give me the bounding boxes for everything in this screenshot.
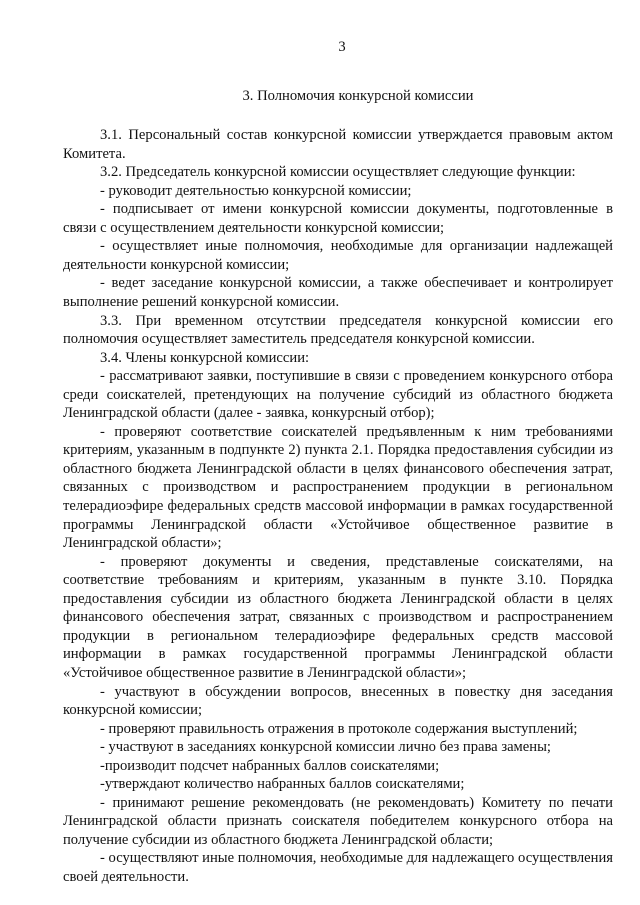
document-page	[63, 38, 613, 887]
list-item: -производит подсчет набранных баллов соискателями;	[100, 757, 440, 774]
list-item: - проверяют документы и сведения, представленые соискателями, на соответствие требованиям и критериям, указанным в пункте 3.10. Порядка предоставления субсидии из областного бюджета Ленинградской области в целях финансового обеспечения затрат, связанных с производством и распространением продукции в региональном телерадиоэфире федеральных средств массовой информации в рамках государственной программы Ленинградской области «Устойчивое общественное развитие в Ленинградской области»;	[63, 553, 613, 681]
list-item: -утверждают количество набранных баллов соискателями;	[100, 776, 465, 793]
list-item: - руководит деятельностью конкурсной комиссии;	[100, 182, 412, 199]
list-item: - проверяют правильность отражения в протоколе содержания выступлений;	[100, 720, 578, 737]
list-item: - принимают решение рекомендовать (не рекомендовать) Комитету по печати Ленинградской области признать соискателя победителем конкурсного отбора на получение субсидии из областного бюджета Ленинградской области;	[63, 794, 613, 848]
list-item: - рассматривают заявки, поступившие в связи с проведением конкурсного отбора среди соискателей, претендующих на получение субсидий из областного бюджета Ленинградской области (далее - заявка, конкурсный отбор);	[63, 368, 613, 422]
list-item: - участвуют в обсуждении вопросов, внесенных в повестку дня заседания конкурсной комиссии;	[63, 683, 613, 719]
list-item: - проверяют соответствие соискателей предъявленным к ним требованиями критериям, указанным в подпункте 2) пункта 2.1. Порядка предоставления субсидии из областного бюджета Ленинградской области в целях финансового обеспечения затрат, связанных с производством и распространением продукции в региональном телерадиоэфире федеральных средств массовой информации в рамках государственной программы Ленинградской области «Устойчивое общественное развитие в Ленинградской области»;	[63, 423, 613, 552]
list-item: - ведет заседание конкурсной комиссии, а также обеспечивает и контролирует выполнение решений конкурсной комиссии.	[63, 275, 613, 311]
section-title: 3. Полномочия конкурсной комиссии	[242, 87, 474, 104]
paragraph-3-2: 3.2. Председатель конкурсной комиссии осуществляет следующие функции:	[100, 164, 576, 181]
list-item: - подписывает от имени конкурсной комиссии документы, подготовленные в связи с осуществлением деятельности конкурсной комиссии;	[63, 201, 613, 236]
list-item: - участвуют в заседаниях конкурсной комиссии лично без права замены;	[100, 739, 551, 756]
list-item: - осуществляют иные полномочия, необходимые для надлежащего осуществления своей деятельности.	[63, 850, 613, 885]
paragraph-3-3: 3.3. При временном отсутствии председателя конкурсной комиссии его полномочия осуществляет заместитель председателя конкурсной комиссии.	[63, 312, 613, 348]
list-item: - осуществляет иные полномочия, необходимые для организации надлежащей деятельности конкурсной комиссии;	[63, 238, 613, 273]
page-number: 3	[338, 39, 346, 55]
paragraph-3-1: 3.1. Персональный состав конкурсной комиссии утверждается правовым актом Комитета.	[63, 127, 613, 162]
paragraph-3-4: 3.4. Члены конкурсной комиссии:	[100, 349, 310, 366]
